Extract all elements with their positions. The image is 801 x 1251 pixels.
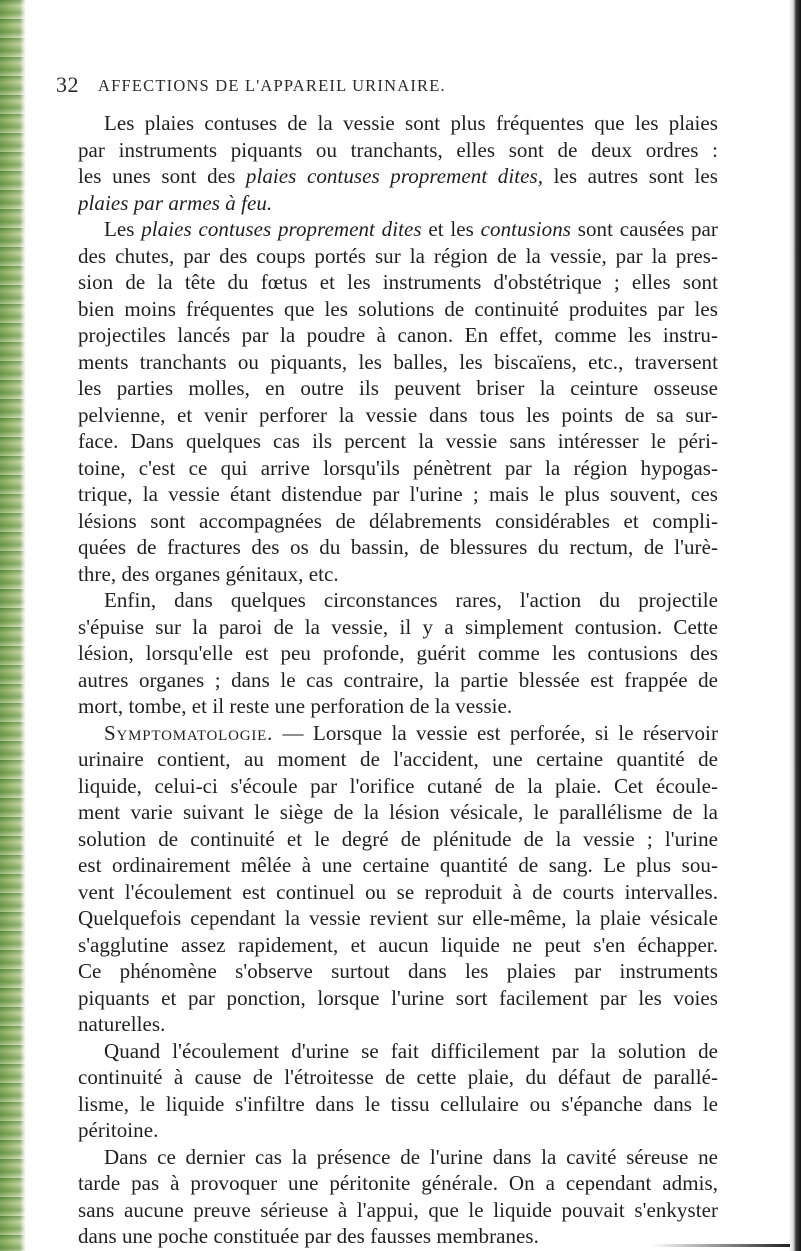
text-line: mort, tombe, et il reste une perforation de la vessie. [78,694,513,718]
page-right-edge [789,0,801,1251]
text-line: bien moins fréquentes que les solutions de continuité produites par les [78,296,718,321]
text-line: pelvienne, et venir perforer la vessie dans tous les points de sa sur- [78,402,718,427]
text-line: piquants et par ponction, lorsque l'urine sort facilement par les voies [78,985,718,1010]
text-line: lésion, lorsqu'elle est peu profonde, guérit comme les contusions des [78,641,718,665]
italic-phrase: plaies contuses proprement dites [141,217,422,241]
text-run: les unes sont des [78,164,246,188]
text-line: toine, c'est ce qui arrive lorsqu'ils pénètrent par la région hypogas- [78,455,718,480]
text-line: sans aucune preuve sérieuse à l'appui, que le liquide pouvait s'enkyster [78,1197,718,1222]
text-line: Quand l'écoulement d'urine se fait difficilement par la solution de [104,1038,718,1063]
text-line: par instruments piquants ou tranchants, elles sont de deux ordres : [78,137,718,162]
page-left-edge [0,0,26,1251]
text-run: — Lorsque la vessie est perforée, si le réservoir [273,720,718,745]
text-line: péritoine. [78,1118,159,1142]
italic-phrase: plaies par armes à feu. [78,190,273,215]
italic-phrase: contusions [480,217,571,241]
text-line: ments tranchants ou piquants, les balles, les biscaïens, etc., traversent [78,349,718,374]
text-line: lésions sont accompagnées de délabrements considérables et compli- [78,508,718,533]
text-line: s'agglutine assez rapidement, et aucun liquide ne peut s'en échapper. [78,932,718,957]
section-heading: Symptomatologie. [104,720,274,745]
text-line: Les plaies contuses de la vessie sont plus fréquentes que les plaies [104,111,718,135]
text-line: Enfin, dans quelques circonstances rares, l'action du projectile [104,588,718,612]
text-line: est ordinairement mêlée à une certaine quantité de sang. Le plus sou- [78,853,718,877]
text-line: projectiles lancés par la poudre à canon. En effet, comme les instru- [78,323,718,347]
text-line: Dans ce dernier cas la présence de l'urine dans la cavité séreuse ne [104,1144,718,1169]
page-number: 32 [56,72,79,97]
text-line: dans une poche constituée par des fausses membranes. [78,1224,539,1248]
text-run: les autres sont les [543,164,718,188]
text-line: Ce phénomène s'observe surtout dans les plaies par instruments [78,959,718,983]
text-line: continuité à cause de l'étroitesse de cette plaie, du défaut de parallé- [78,1065,718,1089]
text-line [78,163,718,190]
text-line: lisme, le liquide s'infiltre dans le tissu cellulaire ou s'épanche dans le [78,1091,718,1116]
text-run: sont causées par [571,217,718,241]
text-run: Les [104,217,142,241]
text-line: liquide, celui-ci s'écoule par l'orifice cutané de la plaie. Cet écoule- [78,773,718,798]
text-line: face. Dans quelques cas ils percent la vessie sans intéresser le péri- [78,429,718,453]
text-line: thre, des organes génitaux, etc. [78,561,339,586]
text-line: s'épuise sur la paroi de la vessie, il y a simplement contusion. Cette [78,614,718,639]
text-line: ment varie suivant le siège de la lésion vésicale, le parallélisme de la [78,800,718,824]
italic-phrase: plaies contuses proprement dites, [245,164,544,188]
running-head: AFFECTIONS DE L'APPAREIL URINAIRE. [98,76,446,95]
text-line: les parties molles, en outre ils peuvent briser la ceinture osseuse [78,376,718,400]
text-line: quées de fractures des os du bassin, de blessures du rectum, de l'urè- [78,535,718,559]
text-line: urinaire contient, au moment de l'accident, une certaine quantité de [78,747,718,771]
text-line: Quelquefois cependant la vessie revient sur elle-même, la plaie vésicale [78,906,718,930]
text-line [78,190,718,217]
text-line: solution de continuité et le degré de plénitude de la vessie ; l'urine [78,826,718,851]
page-header [56,72,716,100]
text-line [78,720,718,747]
text-run: et les [421,217,481,241]
text-line: naturelles. [78,1012,166,1036]
text-line [78,216,718,243]
text-line: autres organes ; dans le cas contraire, la partie blessée est frappée de [78,667,718,692]
text-line: trique, la vessie étant distendue par l'urine ; mais le plus souvent, ces [78,482,718,506]
body-text [78,110,718,1250]
text-line: des chutes, par des coups portés sur la région de la vessie, par la pres- [78,243,718,268]
text-line: tarde pas à provoquer une péritonite générale. On a cependant admis, [78,1171,718,1195]
text-line: vent l'écoulement est continuel ou se reproduit à de courts intervalles. [78,879,718,904]
text-line: sion de la tête du fœtus et les instruments d'obstétrique ; elles sont [78,270,718,294]
